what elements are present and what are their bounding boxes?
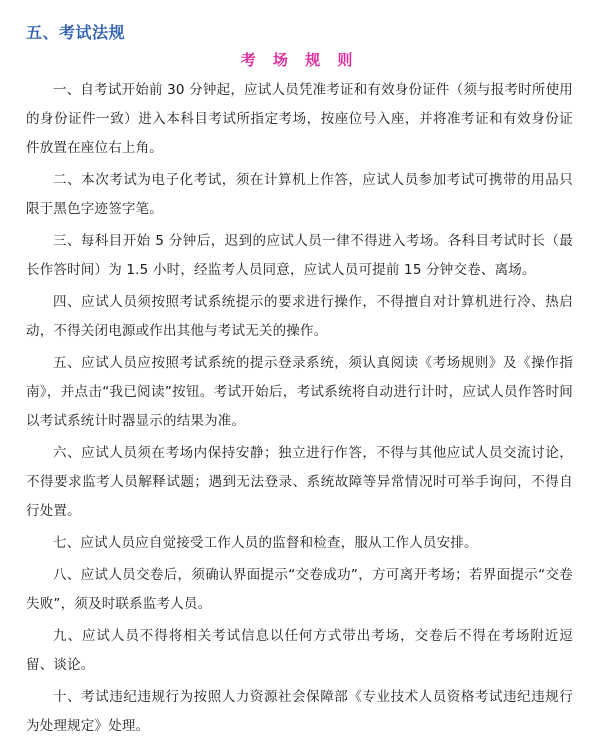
rule-8: 八、应试人员交卷后，须确认界面提示“交卷成功”，方可离开考场；若界面提示“交卷失败”，须及时联系监考人员。 (26, 567, 573, 612)
rule-7: 七、应试人员应自觉接受工作人员的监督和检查，服从工作人员安排。 (53, 535, 478, 551)
rule-2: 二、本次考试为电子化考试，须在计算机上作答，应试人员参加考试可携带的用品只限于黑色字迹签字笔。 (26, 172, 573, 217)
rule-9: 九、应试人员不得将相关考试信息以任何方式带出考场，交卷后不得在考场附近逗留、谈论。 (26, 628, 573, 673)
rule-10: 十、考试违纪违规行为按照人力资源社会保障部《专业技术人员资格考试违纪违规行为处理规定》处理。 (26, 689, 573, 734)
rule-6: 六、应试人员须在考场内保持安静；独立进行作答，不得与其他应试人员交流讨论，不得要求监考人员解释试题；遇到无法登录、系统故障等异常情况时可举手询问，不得自行处置。 (26, 445, 573, 519)
rule-5: 五、应试人员应按照考试系统的提示登录系统，须认真阅读《考场规则》及《操作指南》，并点击“我已阅读”按钮。考试开始后，考试系统将自动进行计时，应试人员作答时间以考试系统计时器显示的结果为准。 (26, 355, 573, 429)
section-heading: 五、考试法规 (26, 23, 126, 42)
rule-4: 四、应试人员须按照考试系统提示的要求进行操作，不得擅自对计算机进行冷、热启动，不得关闭电源或作出其他与考试无关的操作。 (26, 294, 573, 339)
rules-title: 考 场 规 则 (240, 51, 359, 69)
rule-3: 三、每科目开始 5 分钟后，迟到的应试人员一律不得进入考场。各科目考试时长（最长作答时间）为 1.5 小时，经监考人员同意，应试人员可提前 15 分钟交卷、离场。 (26, 233, 573, 278)
rule-1: 一、自考试开始前 30 分钟起，应试人员凭准考证和有效身份证件（须与报考时所使用的身份证件一致）进入本科目考试所指定考场，按座位号入座，并将准考证和有效身份证件放置在座位右上角。 (26, 82, 573, 156)
rules-list (26, 76, 573, 741)
